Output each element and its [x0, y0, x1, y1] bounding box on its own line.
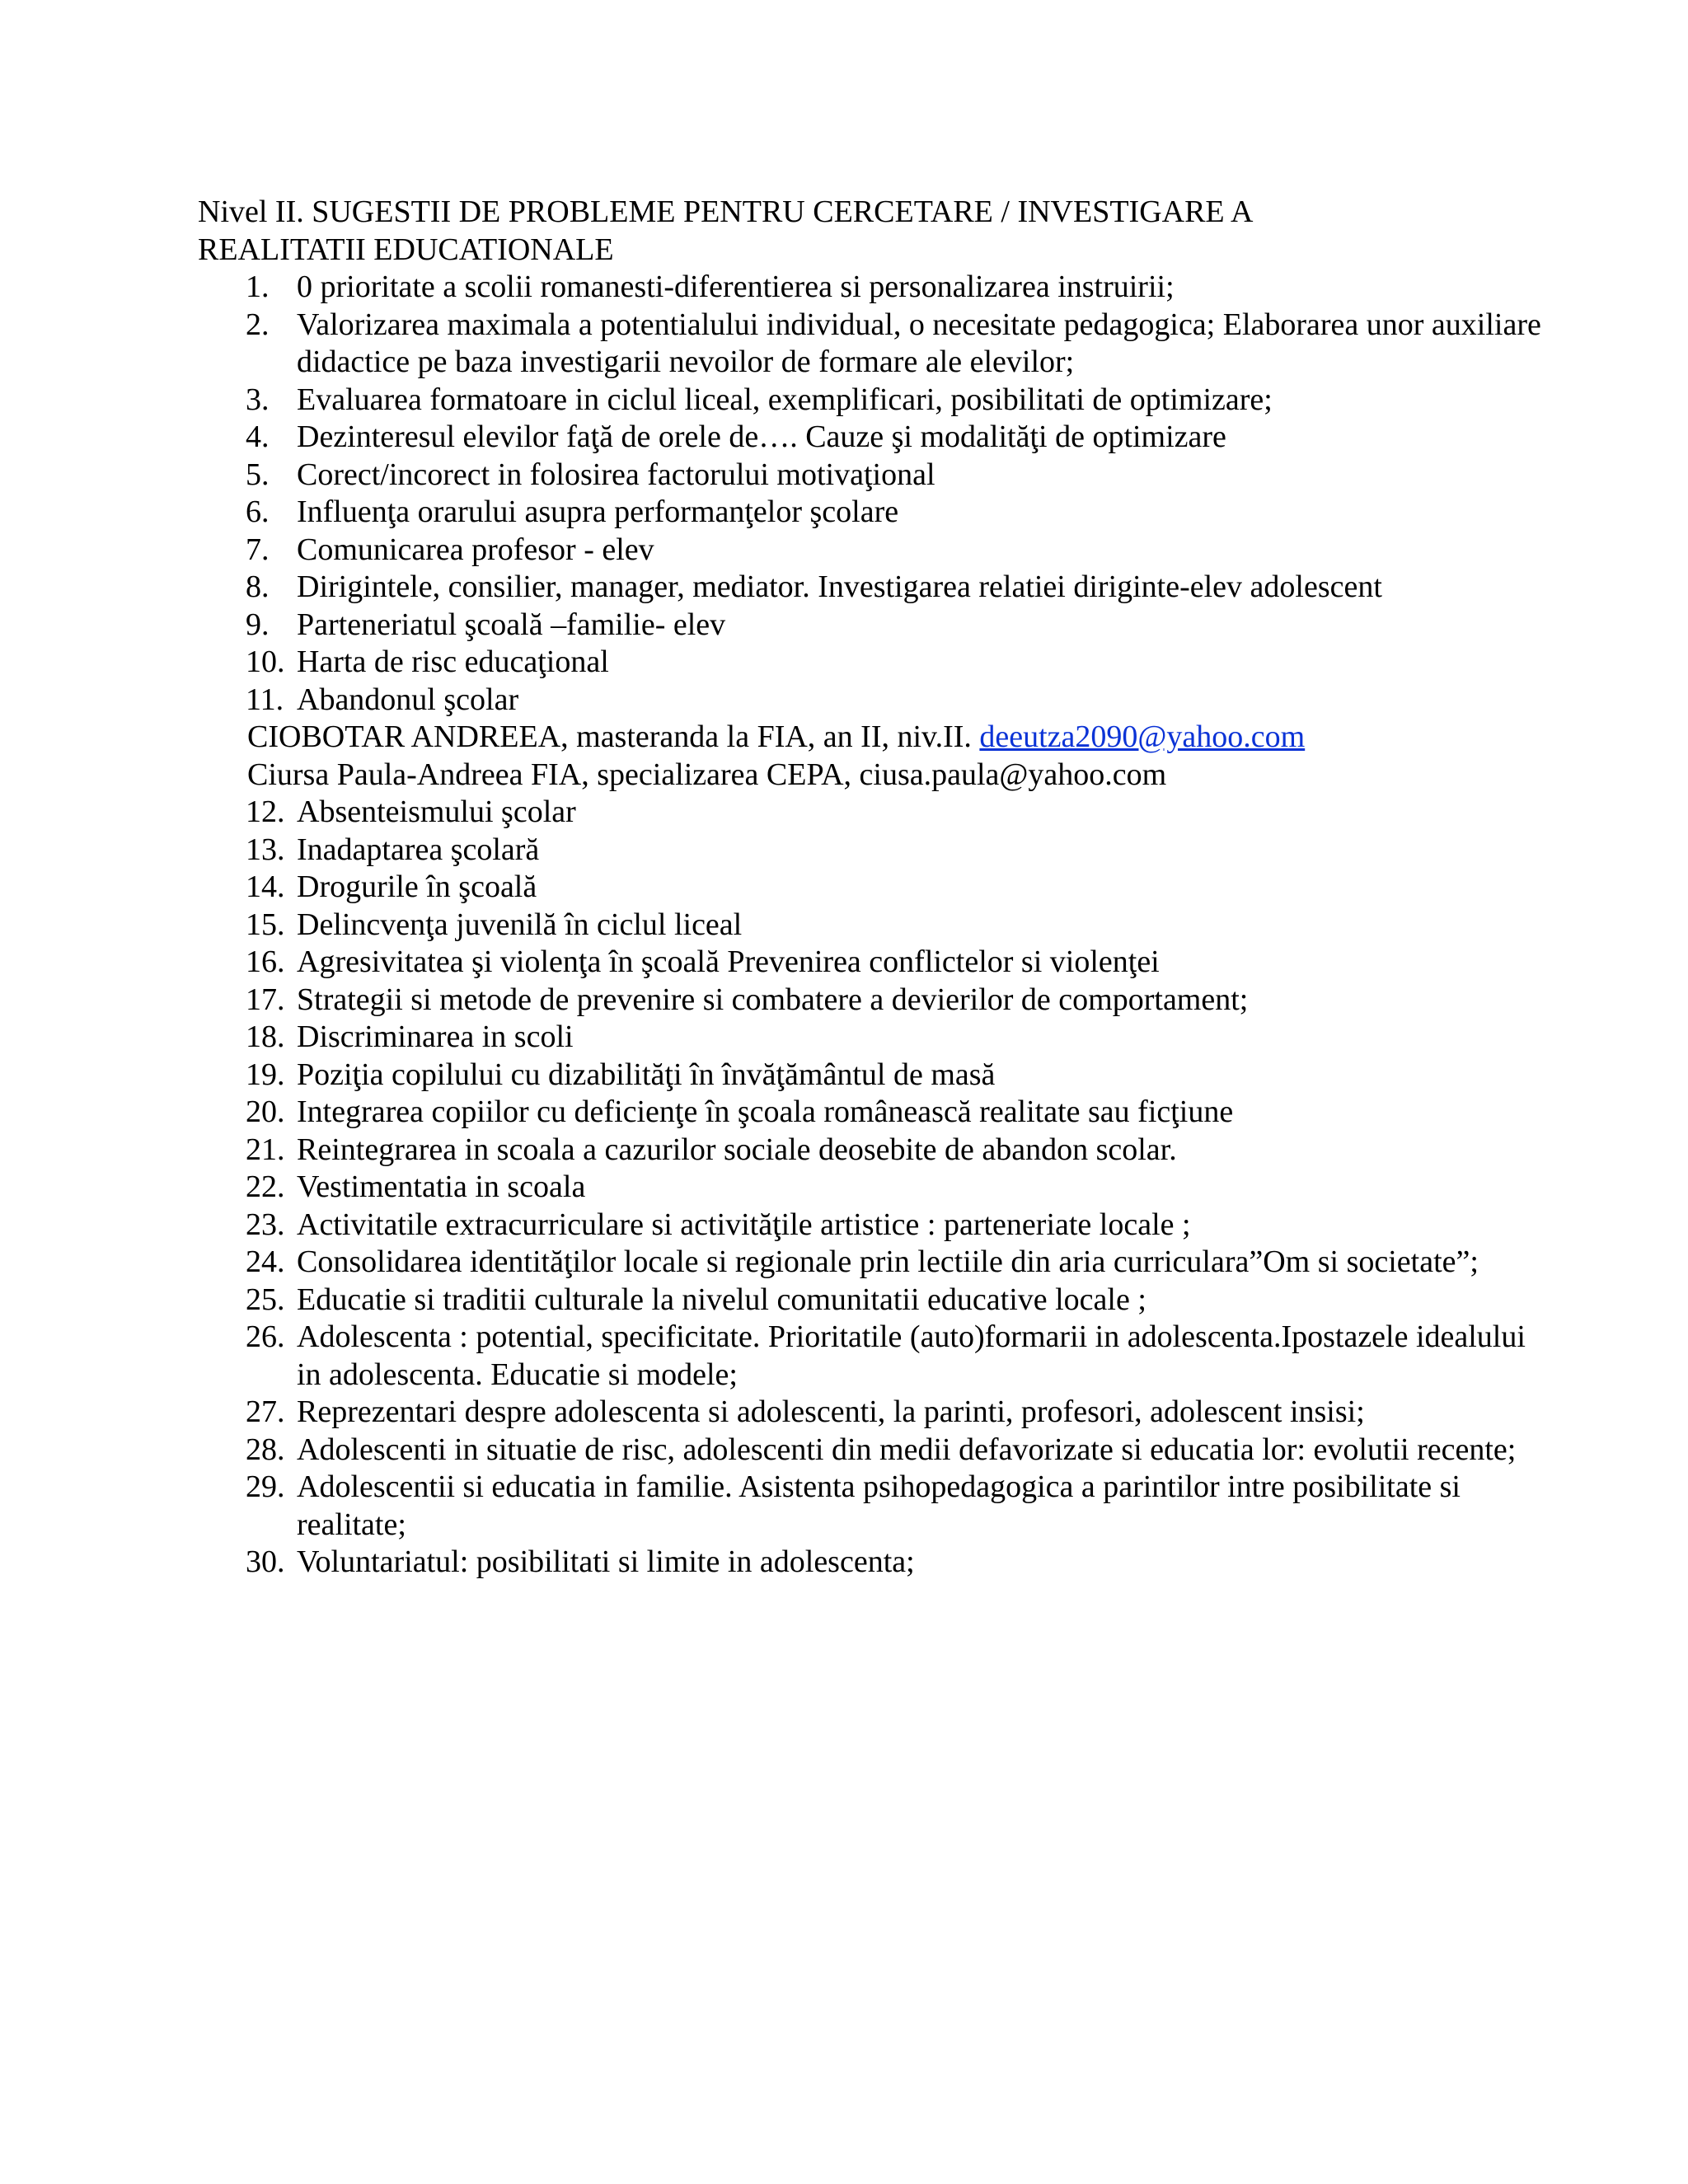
list-item-text: Poziţia copilului cu dizabilităţi în învăţământul de masă [297, 1057, 996, 1092]
list-item [198, 907, 1550, 944]
topic-list-first [198, 269, 1550, 719]
list-item [198, 494, 1550, 532]
list-item [198, 269, 1550, 307]
author-email-link[interactable]: deeutza2090@yahoo.com [979, 719, 1306, 754]
heading-line-2: REALITATII EDUCATIONALE [198, 232, 614, 267]
list-item-text: Evaluarea formatoare in ciclul liceal, exemplificari, posibilitati de optimizare; [297, 382, 1273, 417]
list-item-number: 19. [246, 1057, 285, 1092]
list-item [198, 832, 1550, 869]
list-item [198, 1169, 1550, 1207]
list-item-text: Activitatile extracurriculare si activităţile artistice : parteneriate locale ; [297, 1207, 1191, 1242]
list-item-number: 9. [246, 607, 270, 642]
list-item [198, 682, 1550, 719]
list-item [198, 457, 1550, 494]
list-item-number: 13. [246, 832, 285, 867]
list-item [198, 1469, 1550, 1544]
list-item [198, 569, 1550, 607]
list-item-number: 15. [246, 907, 285, 942]
list-item-number: 26. [246, 1319, 285, 1354]
list-item-text: Influenţa orarului asupra performanţelor şcolare [297, 494, 899, 529]
heading-line-1: Nivel II. SUGESTII DE PROBLEME PENTRU CERCETARE / INVESTIGARE A [198, 194, 1254, 229]
list-item-number: 30. [246, 1544, 285, 1579]
list-item-number: 21. [246, 1132, 285, 1167]
list-item-number: 25. [246, 1282, 285, 1317]
author-note-1 [198, 719, 1550, 757]
list-item [198, 1207, 1550, 1244]
author-note-1-text: CIOBOTAR ANDREEA, masteranda la FIA, an II, niv.II. [247, 719, 972, 754]
list-item-number: 23. [246, 1207, 285, 1242]
list-item-text: Voluntariatul: posibilitati si limite in adolescenta; [297, 1544, 915, 1579]
list-item-text: Comunicarea profesor - elev [297, 532, 654, 567]
list-item-number: 24. [246, 1244, 285, 1279]
list-item-text: Integrarea copiilor cu deficienţe în şcoala românească realitate sau ficţiune [297, 1094, 1234, 1129]
list-item [198, 944, 1550, 982]
list-item [198, 1132, 1550, 1169]
list-item [198, 794, 1550, 832]
list-item [198, 307, 1550, 382]
list-item-text: Inadaptarea şcolară [297, 832, 540, 867]
author-note-2: Ciursa Paula-Andreea FIA, specializarea CEPA, ciusa.paula@yahoo.com [247, 757, 1167, 792]
list-item-number: 8. [246, 569, 270, 604]
list-item-number: 22. [246, 1169, 285, 1204]
list-item-number: 11. [246, 682, 284, 717]
list-item-number: 12. [246, 794, 285, 829]
list-item-text: Adolescenta : potential, specificitate. Prioritatile (auto)formarii in adolescenta.Ipostazele idealului in adolescenta. Educatie si modele; [297, 1319, 1526, 1392]
list-item-text: Harta de risc educaţional [297, 644, 609, 679]
list-item-number: 4. [246, 419, 270, 454]
list-item-text: Vestimentatia in scoala [297, 1169, 586, 1204]
list-item-text: Adolescenti in situatie de risc, adolescenti din medii defavorizate si educatia lor: evolutii recente; [297, 1432, 1517, 1467]
list-item-text: Educatie si traditii culturale la nivelul comunitatii educative locale ; [297, 1282, 1146, 1317]
list-item [198, 607, 1550, 644]
list-item [198, 382, 1550, 419]
list-item-text: Drogurile în şcoală [297, 869, 537, 904]
list-item [198, 869, 1550, 907]
list-item [198, 1394, 1550, 1432]
list-item [198, 1019, 1550, 1057]
list-item-text: Consolidarea identităţilor locale si regionale prin lectiile din aria curriculara”Om si societate”; [297, 1244, 1479, 1279]
list-item-text: Reprezentari despre adolescenta si adolescenti, la parinti, profesori, adolescent insisi; [297, 1394, 1365, 1429]
list-item [198, 1244, 1550, 1282]
document-heading [198, 194, 1550, 269]
list-item-number: 1. [246, 269, 270, 304]
list-item-text: Absenteismului şcolar [297, 794, 576, 829]
list-item-text: Reintegrarea in scoala a cazurilor sociale deosebite de abandon scolar. [297, 1132, 1177, 1167]
list-item [198, 982, 1550, 1019]
list-item-number: 29. [246, 1469, 285, 1504]
list-item-number: 6. [246, 494, 270, 529]
list-item-number: 3. [246, 382, 270, 417]
list-item [198, 1544, 1550, 1582]
list-item-text: Delincvenţa juvenilă în ciclul liceal [297, 907, 743, 942]
list-item [198, 1094, 1550, 1132]
topic-list-second [198, 794, 1550, 1582]
list-item-text: Discriminarea in scoli [297, 1019, 574, 1054]
list-item-number: 14. [246, 869, 285, 904]
list-item-number: 10. [246, 644, 285, 679]
list-item-number: 2. [246, 307, 270, 342]
document-page [198, 194, 1550, 1582]
list-item-number: 7. [246, 532, 270, 567]
list-item [198, 1319, 1550, 1394]
list-item-text: Abandonul şcolar [297, 682, 519, 717]
list-item-text: Dezinteresul elevilor faţă de orele de…. Cauze şi modalităţi de optimizare [297, 419, 1226, 454]
list-item [198, 1057, 1550, 1094]
list-item [198, 532, 1550, 569]
list-item-number: 28. [246, 1432, 285, 1467]
list-item-text: Dirigintele, consilier, manager, mediator. Investigarea relatiei diriginte-elev adolescent [297, 569, 1382, 604]
list-item [198, 644, 1550, 682]
list-item-number: 5. [246, 457, 270, 492]
list-item [198, 1432, 1550, 1469]
list-item-text: Strategii si metode de prevenire si combatere a devierilor de comportament; [297, 982, 1249, 1017]
list-item-text: 0 prioritate a scolii romanesti-diferentierea si personalizarea instruirii; [297, 269, 1175, 304]
list-item-text: Adolescentii si educatia in familie. Asistenta psihopedagogica a parintilor intre posibilitate si realitate; [297, 1469, 1461, 1542]
list-item-number: 18. [246, 1019, 285, 1054]
list-item-number: 16. [246, 944, 285, 979]
list-item-text: Agresivitatea şi violenţa în şcoală Prevenirea conflictelor si violenţei [297, 944, 1160, 979]
list-item-number: 27. [246, 1394, 285, 1429]
list-item [198, 419, 1550, 457]
list-item-text: Corect/incorect in folosirea factorului motivaţional [297, 457, 935, 492]
list-item-number: 17. [246, 982, 285, 1017]
list-item [198, 1282, 1550, 1319]
list-item-text: Parteneriatul şcoală –familie- elev [297, 607, 726, 642]
list-item-text: Valorizarea maximala a potentialului individual, o necesitate pedagogica; Elaborarea unor auxiliare didactice pe baza investigarii nevoilor de formare ale elevilor; [297, 307, 1541, 379]
list-item-number: 20. [246, 1094, 285, 1129]
